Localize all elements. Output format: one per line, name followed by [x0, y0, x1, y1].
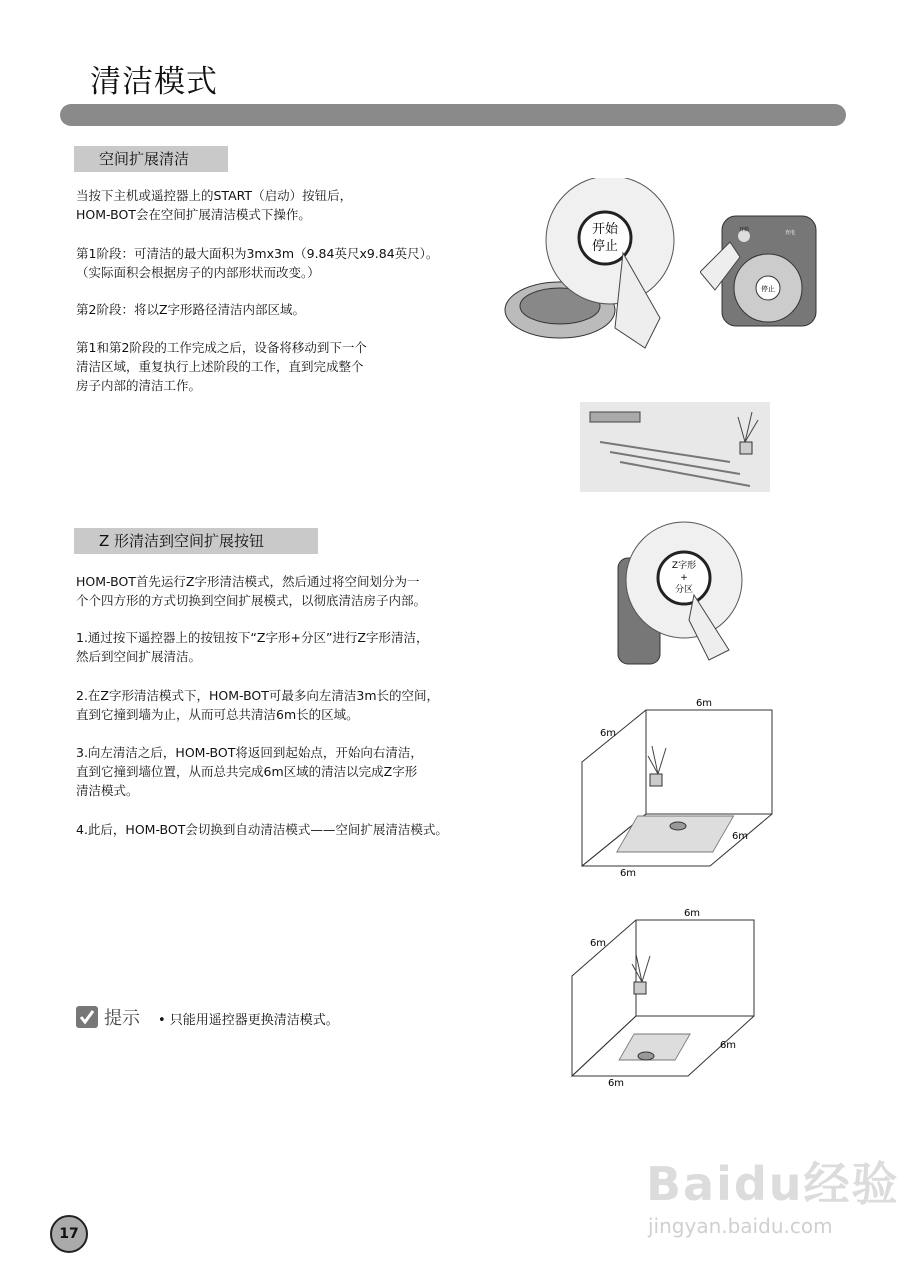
step-3: 3.向左清洁之后，HOM-BOT将返回到起始点，开始向右清洁， 直到它撞到墙位置，从而总共完成6m区域的清洁以完成Z字形 清洁模式。	[76, 745, 423, 798]
remote-illustration	[700, 212, 820, 330]
tip-text: • 只能用遥控器更换清洁模式。	[158, 1013, 339, 1028]
section1-para4: 第1和第2阶段的工作完成之后，设备将移动到下一个 清洁区域，重复执行上述阶段的工作，直到完成整个 房子内部的清洁工作。	[76, 340, 367, 393]
watermark-brand: Baidu经验	[646, 1157, 900, 1211]
section-heading-zigzag: Z 形清洁到空间扩展按钮	[74, 528, 318, 554]
room-diagram-1	[578, 694, 778, 880]
remote-charge-label: 充电	[784, 230, 796, 236]
page-title: 清洁模式	[90, 64, 218, 100]
section-heading-space-expand: 空间扩展清洁	[74, 146, 228, 172]
dim-bottom-2: 6m	[607, 1078, 625, 1089]
step-2: 2.在Z字形清洁模式下，HOM-BOT可最多向左清洁3m长的空间， 直到它撞到墙为止，从而可总共清洁6m长的区域。	[76, 688, 440, 722]
tip-check-icon	[76, 1006, 98, 1028]
btn-start-label: 开始	[591, 222, 619, 237]
btn-stop-label: 停止	[591, 239, 619, 254]
zigzag-button-illustration	[614, 520, 744, 666]
room-zigzag-illustration	[580, 402, 770, 492]
watermark-url: jingyan.baidu.com	[648, 1214, 833, 1238]
section1-para1: 当按下主机或遥控器上的START（启动）按钮后， HOM-BOT会在空间扩展清洁模式下操作。	[76, 188, 353, 222]
robot-start-illustration	[495, 178, 675, 368]
dim-left-1: 6m	[599, 728, 617, 739]
dim-right-2: 6m	[719, 1040, 737, 1051]
title-rule	[60, 104, 846, 126]
dim-top-2: 6m	[683, 908, 701, 919]
page-number: 17	[50, 1215, 88, 1253]
step-4: 4.此后，HOM-BOT会切换到自动清洁模式——空间扩展清洁模式。	[76, 822, 448, 837]
dim-left-2: 6m	[589, 938, 607, 949]
btn-zigzag-plus: +	[680, 573, 688, 583]
remote-start-label: 开始	[738, 227, 750, 233]
remote-stop-label: 停止	[761, 285, 775, 293]
room-diagram-2	[568, 906, 768, 1090]
section2-intro: HOM-BOT首先运行Z字形清洁模式，然后通过将空间划分为一 个个四方形的方式切换到空间扩展模式，以彻底清洁房子内部。	[76, 574, 427, 608]
section1-para3: 第2阶段：将以Z字形路径清洁内部区域。	[76, 302, 306, 317]
section1-para2: 第1阶段：可清洁的最大面积为3mx3m（9.84英尺x9.84英尺）。 （实际面积会根据房子的内部形状而改变。）	[76, 246, 439, 280]
tip-label: 提示	[104, 1008, 140, 1029]
dim-bottom-1: 6m	[619, 868, 637, 879]
step-1: 1.通过按下遥控器上的按钮按下“Z字形+分区”进行Z字形清洁， 然后到空间扩展清洁。	[76, 630, 429, 664]
btn-zigzag-label: Z字形	[671, 561, 697, 571]
btn-zone-label: 分区	[674, 585, 694, 595]
dim-top-1: 6m	[695, 698, 713, 709]
dim-right-1: 6m	[731, 831, 749, 842]
